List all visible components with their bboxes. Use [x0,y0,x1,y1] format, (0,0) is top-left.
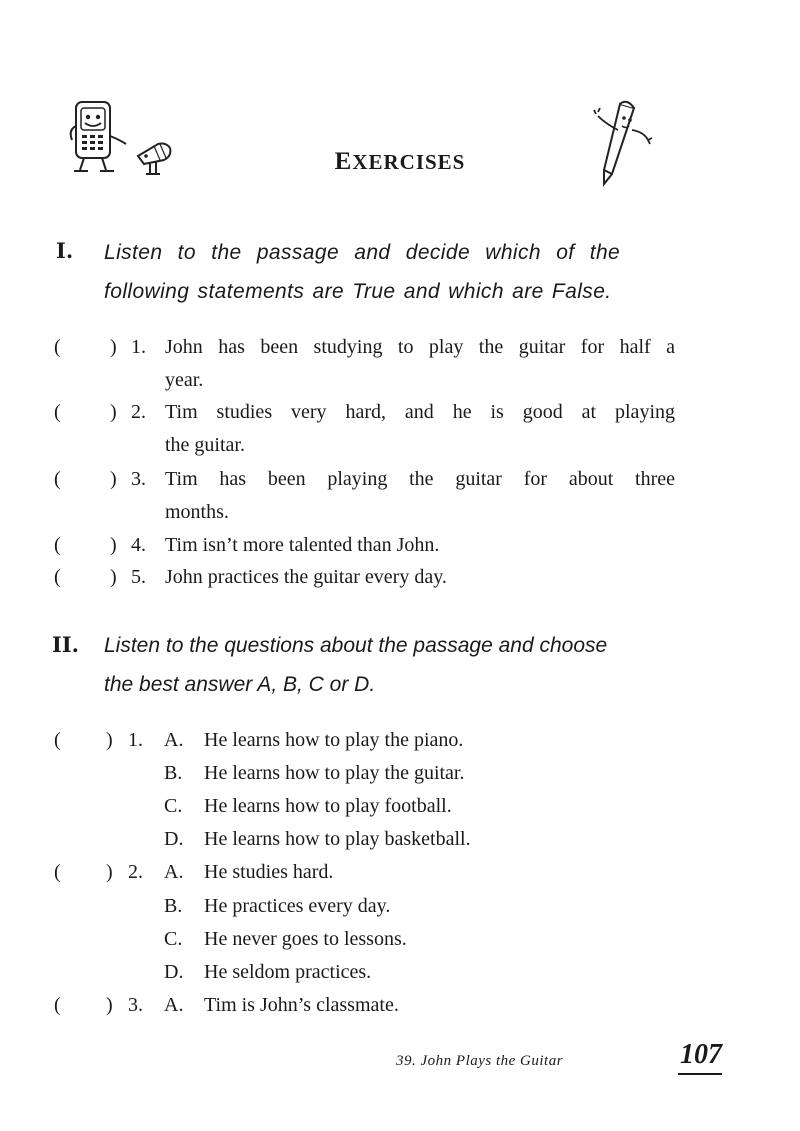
answer-blank-close-paren: ) [110,566,117,588]
answer-blank-open-paren: ( [54,468,61,490]
option-letter: A. [164,729,184,751]
option-text: He learns how to play the piano. [204,729,464,751]
answer-blank-open-paren: ( [54,861,61,883]
question-number: 2. [131,401,146,423]
answer-blank-close-paren: ) [106,994,113,1016]
section-1-instruction-line-1: Listen to the passage and decide which of the [104,241,621,264]
option-text: He never goes to lessons. [204,928,407,950]
page-title: EXERCISES [334,148,466,175]
option-text: He learns how to play football. [204,795,452,817]
option-letter: A. [164,994,184,1016]
option-text: He studies hard. [204,861,334,883]
answer-blank-open-paren: ( [54,729,61,751]
question-number: 5. [131,566,146,588]
option-letter: A. [164,861,184,883]
statement-text: John has been studying to play the guitar for half a year. [165,336,675,391]
answer-blank-open-paren: ( [54,336,61,358]
section-1-instruction [104,233,684,311]
section-1-instruction-line-2: following statements are True and which are False. [104,280,612,303]
answer-blank-close-paren: ) [106,861,113,883]
answer-blank-close-paren: ) [110,401,117,423]
chapter-title-footer: 39. John Plays the Guitar [396,1053,564,1069]
question-number: 1. [131,336,146,358]
question-number: 1. [128,729,143,751]
question-number: 4. [131,534,146,556]
answer-blank-open-paren: ( [54,994,61,1016]
answer-blank-open-paren: ( [54,566,61,588]
answer-blank-open-paren: ( [54,401,61,423]
option-text: He learns how to play the guitar. [204,762,465,784]
answer-blank-close-paren: ) [110,534,117,556]
page-number-underline [678,1073,722,1075]
section-2-instruction-line-2: the best answer A, B, C or D. [104,673,376,696]
option-letter: C. [164,928,183,950]
statement-text: Tim isn’t more talented than John. [165,534,440,556]
question-number: 2. [128,861,143,883]
section-1-numeral: I. [56,238,74,263]
section-2-instruction-line-1: Listen to the questions about the passage and choose [104,634,608,657]
option-text: He learns how to play basketball. [204,828,471,850]
statement-text: John practices the guitar every day. [165,566,447,588]
question-number: 3. [128,994,143,1016]
option-letter: D. [164,828,184,850]
answer-blank-close-paren: ) [106,729,113,751]
option-letter: B. [164,762,183,784]
statement-text: Tim has been playing the guitar for about three months. [165,468,675,523]
option-letter: B. [164,895,183,917]
statement-text: Tim studies very hard, and he is good at playing the guitar. [165,401,675,456]
question-number: 3. [131,468,146,490]
answer-blank-open-paren: ( [54,534,61,556]
answer-blank-close-paren: ) [110,468,117,490]
option-text: He practices every day. [204,895,391,917]
page-number: 107 [680,1039,722,1070]
section-2-numeral: II. [52,632,79,657]
option-text: He seldom practices. [204,961,372,983]
answer-blank-close-paren: ) [110,336,117,358]
option-letter: C. [164,795,183,817]
section-2-instruction [104,626,704,704]
option-letter: D. [164,961,184,983]
option-text: Tim is John’s classmate. [204,994,399,1016]
